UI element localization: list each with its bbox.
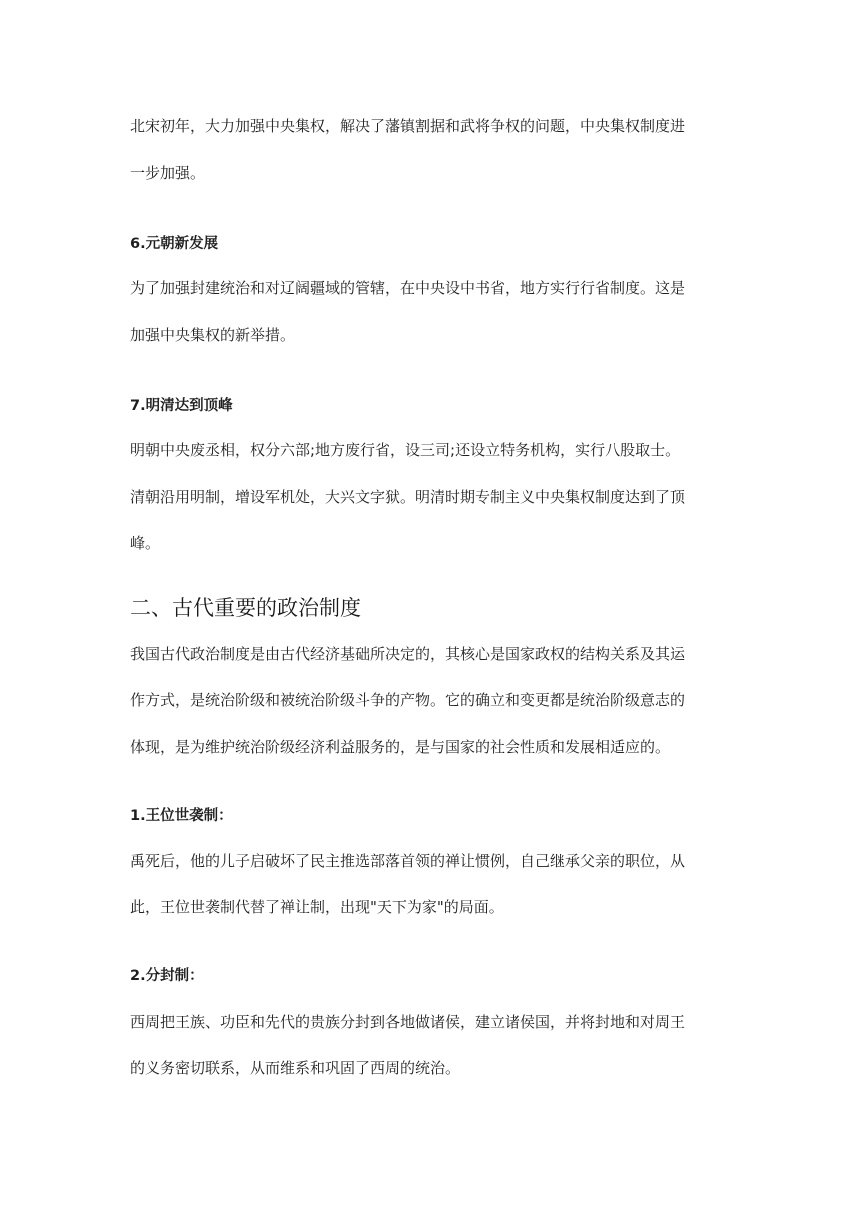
section-heading: 7.明清达到顶峰	[130, 398, 233, 414]
section-heading: 2.分封制：	[130, 968, 204, 984]
paragraph-line: 作方式，是统治阶级和被统治阶级斗争的产物。它的确立和变更都是统治阶级意志的	[130, 691, 686, 709]
paragraph-line: 我国古代政治制度是由古代经济基础所决定的，其核心是国家政权的结构关系及其运	[130, 645, 686, 663]
paragraph-line: 为了加强封建统治和对辽阔疆域的管辖，在中央设中书省，地方实行行省制度。这是	[130, 279, 686, 297]
paragraph-line: 此，王位世袭制代替了禅让制，出现"天下为家"的局面。	[130, 898, 504, 916]
paragraph-line: 峰。	[130, 534, 161, 552]
chapter-title: 二、古代重要的政治制度	[130, 596, 361, 620]
paragraph-line: 一步加强。	[130, 164, 206, 182]
paragraph-line: 西周把王族、功臣和先代的贵族分封到各地做诸侯，建立诸侯国，并将封地和对周王	[130, 1013, 686, 1031]
paragraph-line: 北宋初年，大力加强中央集权，解决了藩镇割据和武将争权的问题，中央集权制度进	[130, 117, 686, 135]
section-heading: 6.元朝新发展	[130, 236, 219, 252]
paragraph-line: 明朝中央废丞相，权分六部;地方废行省，设三司;还设立特务机构，实行八股取士。	[130, 441, 681, 459]
paragraph-line: 的义务密切联系，从而维系和巩固了西周的统治。	[130, 1059, 461, 1077]
section-heading: 1.王位世袭制：	[130, 808, 233, 824]
paragraph-line: 体现，是为维护统治阶级经济利益服务的，是与国家的社会性质和发展相适应的。	[130, 738, 671, 756]
paragraph-line: 加强中央集权的新举措。	[130, 326, 296, 344]
paragraph-line: 清朝沿用明制，增设军机处，大兴文字狱。明清时期专制主义中央集权制度达到了顶	[130, 488, 686, 506]
paragraph-line: 禹死后，他的儿子启破坏了民主推选部落首领的禅让惯例，自己继承父亲的职位，从	[130, 852, 686, 870]
